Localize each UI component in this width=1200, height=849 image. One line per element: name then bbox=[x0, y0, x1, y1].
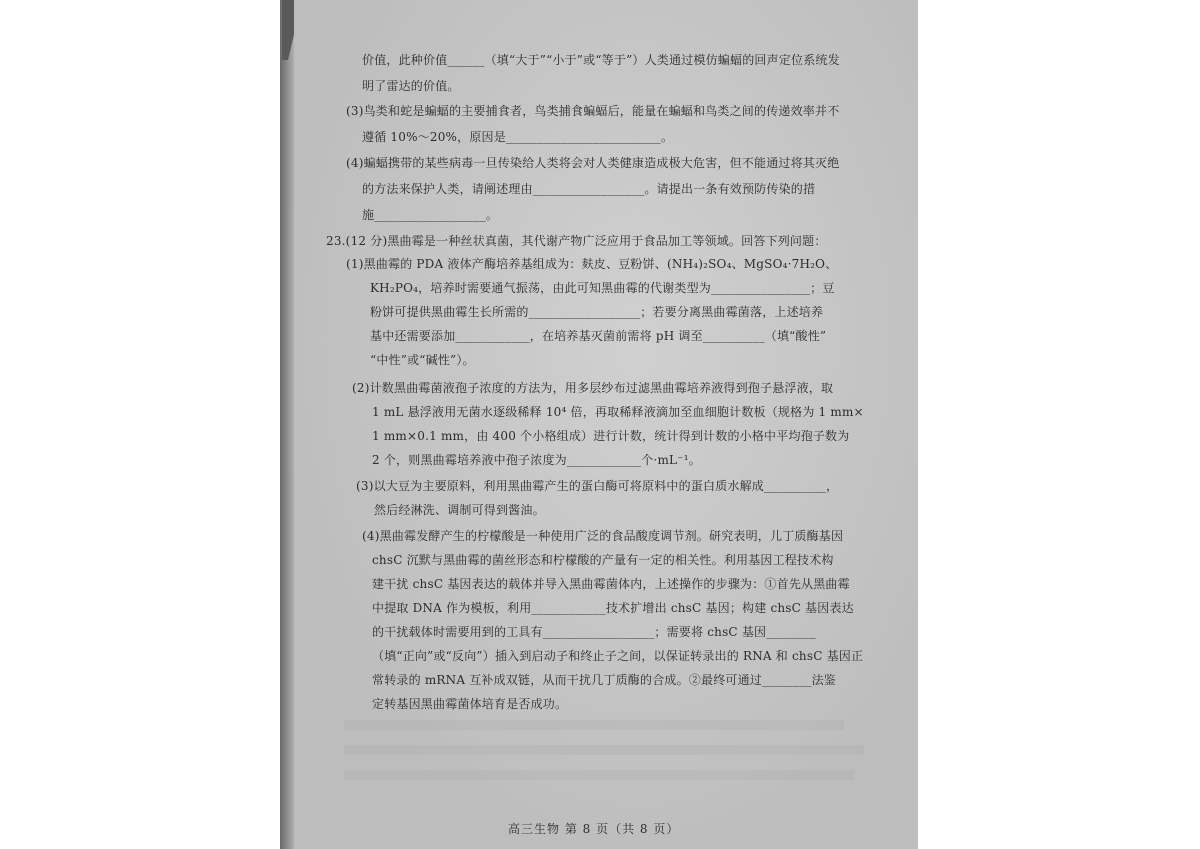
text-line: 遵循 10%～20%，原因是_________________________。 bbox=[362, 130, 674, 144]
text-line: (4)黑曲霉发酵产生的柠檬酸是一种使用广泛的食品酸度调节剂。研究表明，儿丁质酶基因 bbox=[362, 529, 844, 543]
text-line: 的方法来保护人类，请阐述理由__________________。请提出一条有效预防传染的措 bbox=[362, 182, 816, 196]
text-line: 的干扰载体时需要用到的工具有__________________；需要将 chsC 基因________ bbox=[372, 625, 816, 639]
bleed-through-2 bbox=[344, 745, 864, 755]
text-line: (2)计数黑曲霉菌液孢子浓度的方法为，用多层纱布过滤黑曲霉培养液得到孢子悬浮液，取 bbox=[352, 381, 834, 395]
text-line: 施__________________。 bbox=[362, 208, 499, 222]
text-line: 1 mL 悬浮液用无菌水逐级稀释 10⁴ 倍，再取稀释液滴加至血细胞计数板（规格为 1 mm× bbox=[372, 405, 864, 419]
text-line: (3)鸟类和蛇是蝙蝠的主要捕食者，鸟类捕食蝙蝠后，能量在蝙蝠和鸟类之间的传递效率并不 bbox=[346, 104, 840, 118]
text-line: 然后经淋洗、调制可得到酱油。 bbox=[374, 503, 545, 517]
question-23-header: 23.(12 分)黑曲霉是一种丝状真菌，其代谢产物广泛应用于食品加工等领域。回答下列问题： bbox=[326, 234, 827, 248]
text-line: “中性”或“碱性”）。 bbox=[370, 353, 475, 367]
text-line: (4)蝙蝠携带的某些病毒一旦传染给人类将会对人类健康造成极大危害，但不能通过将其灭绝 bbox=[346, 156, 840, 170]
bleed-through-1 bbox=[344, 720, 844, 730]
text-line: 粉饼可提供黑曲霉生长所需的__________________；若要分离黑曲霉菌落，上述培养 bbox=[370, 305, 824, 319]
text-line: 价值，此种价值______（填“大于”“小于”或“等于”）人类通过模仿蝙蝠的回声定位系统发 bbox=[362, 53, 840, 67]
text-line: 1 mm×0.1 mm，由 400 个小格组成）进行计数，统计得到计数的小格中平均孢子数为 bbox=[372, 429, 850, 443]
text-line: 基中还需要添加____________，在培养基灭菌前需将 pH 调至__________（填“酸性” bbox=[370, 329, 827, 343]
text-line: chsC 沉默与黑曲霉的菌丝形态和柠檬酸的产量有一定的相关性。利用基因工程技术构 bbox=[372, 553, 834, 567]
text-line: 2 个，则黑曲霉培养液中孢子浓度为____________个·mL⁻¹。 bbox=[372, 453, 701, 467]
text-line: 定转基因黑曲霉菌体培育是否成功。 bbox=[372, 697, 568, 711]
text-line: 建干扰 chsC 基因表达的载体并导入黑曲霉菌体内，上述操作的步骤为：①首先从黑曲霉 bbox=[372, 577, 850, 591]
text-line: (3)以大豆为主要原料，利用黑曲霉产生的蛋白酶可将原料中的蛋白质水解成__________， bbox=[356, 479, 839, 493]
text-line: （填“正向”或“反向”）插入到启动子和终止子之间，以保证转录出的 RNA 和 chsC 基因正 bbox=[372, 649, 864, 663]
text-line: 明了雷达的价值。 bbox=[362, 79, 460, 93]
text-line: 常转录的 mRNA 互补成双链，从而干扰几丁质酶的合成。②最终可通过________法鉴 bbox=[372, 673, 837, 687]
text-line: (1)黑曲霉的 PDA 液体产酶培养基组成为：麸皮、豆粉饼、(NH₄)₂SO₄、MgSO₄·7H₂O、 bbox=[346, 257, 838, 271]
text-line: KH₂PO₄，培养时需要通气振荡，由此可知黑曲霉的代谢类型为________________；豆 bbox=[370, 281, 835, 295]
text-line: 中提取 DNA 作为模板，利用____________技术扩增出 chsC 基因；构建 chsC 基因表达 bbox=[372, 601, 854, 615]
bleed-through-3 bbox=[344, 770, 854, 780]
exam-page bbox=[294, 0, 918, 849]
page-footer: 高三生物 第 8 页（共 8 页） bbox=[508, 822, 680, 836]
